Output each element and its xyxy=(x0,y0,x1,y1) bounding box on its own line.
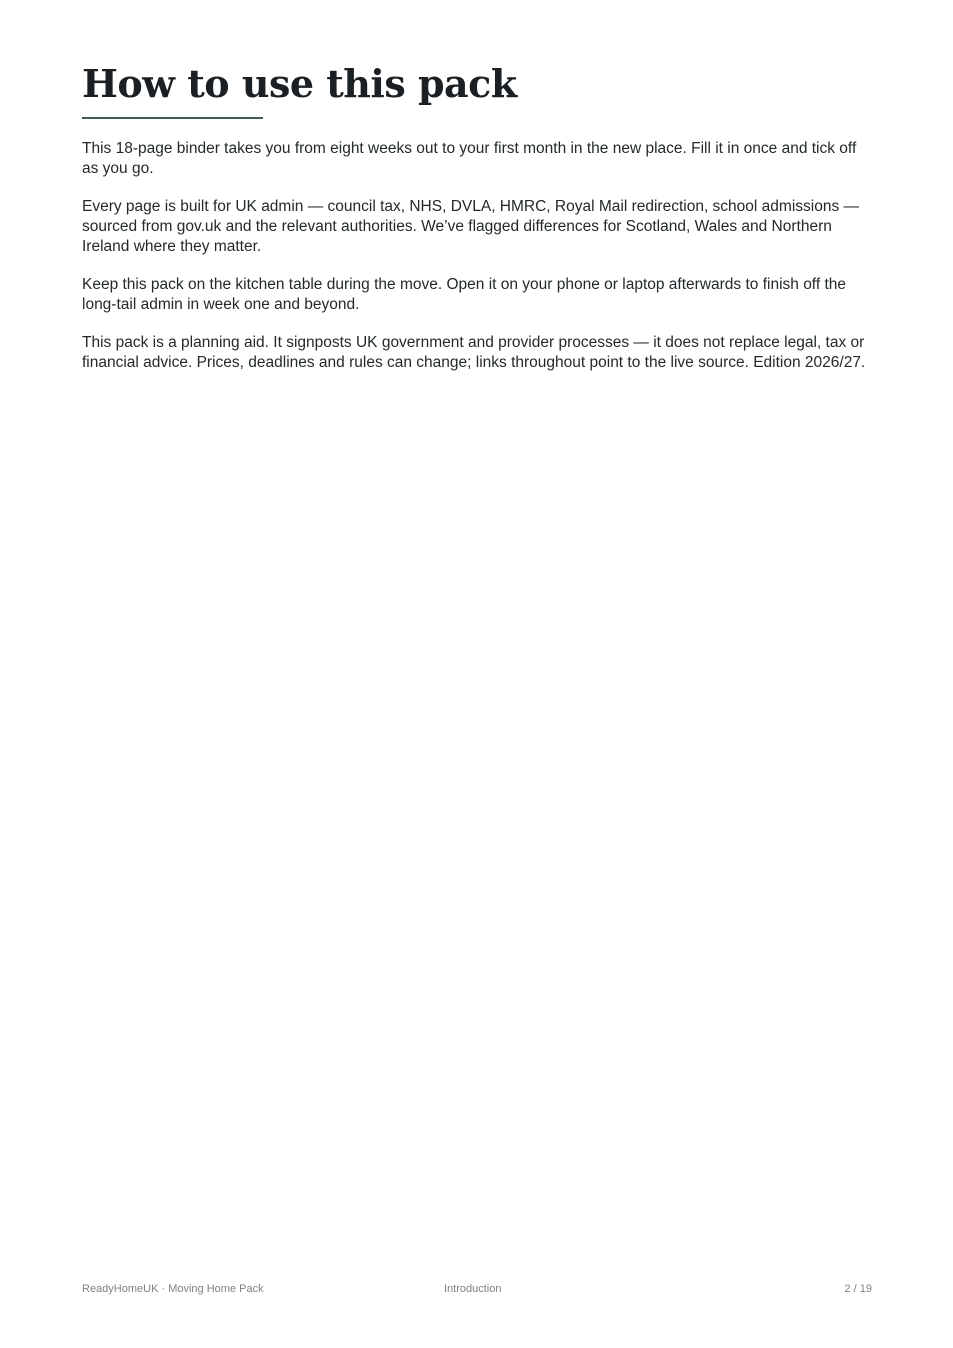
page-title: How to use this pack xyxy=(82,61,517,106)
intro-paragraph-usage: Keep this pack on the kitchen table during the move. Open it on your phone or laptop afterwards to finish off the long-tail admin in week one and beyond. xyxy=(82,276,846,313)
intro-paragraph-uk-admin: Every page is built for UK admin — council tax, NHS, DVLA, HMRC, Royal Mail redirection, school admissions — sourced from gov.uk and the relevant authorities. We’ve flagged differences for Scotland, Wales and Northern Ireland where they matter. xyxy=(82,198,859,255)
intro-body xyxy=(82,139,874,391)
footer-brand: ReadyHomeUK · Moving Home Pack xyxy=(82,1283,264,1295)
intro-paragraph-overview: This 18-page binder takes you from eight weeks out to your first month in the new place. Fill it in once and tick off as you go. xyxy=(82,140,857,177)
title-underline-rule xyxy=(82,117,263,119)
page-footer xyxy=(82,1283,872,1299)
footer-section: Introduction xyxy=(444,1283,502,1295)
intro-paragraph-disclaimer: This pack is a planning aid. It signposts UK government and provider processes — it does not replace legal, tax or financial advice. Prices, deadlines and rules can change; links throughout point to the live source. Edition 2026/27. xyxy=(82,334,866,371)
footer-page-number: 2 / 19 xyxy=(844,1283,872,1295)
